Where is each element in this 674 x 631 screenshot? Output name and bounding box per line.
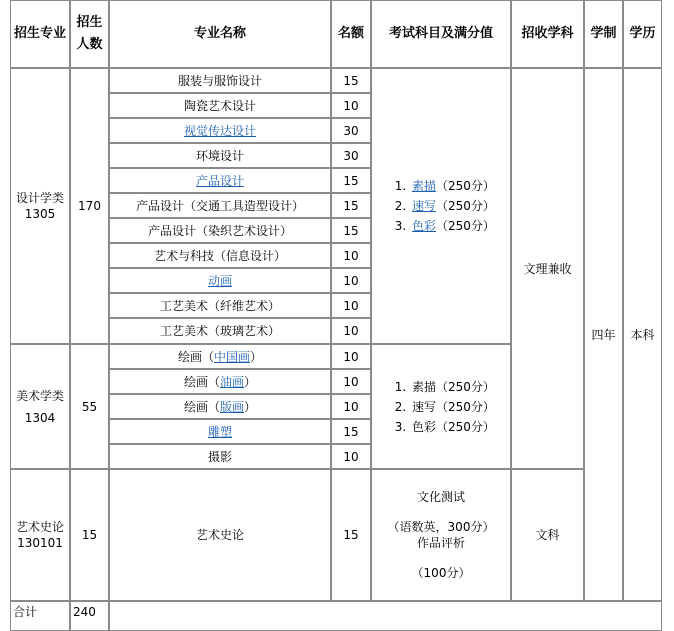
program-name: 环境设计 <box>109 143 331 168</box>
exam-subject-link[interactable]: 速写 <box>412 199 437 213</box>
header-quota-line2: 人数 <box>76 37 103 52</box>
program-count: 10 <box>331 394 371 419</box>
header-quota <box>70 0 109 68</box>
program-count: 10 <box>331 93 371 118</box>
program-link-animation[interactable]: 动画 <box>207 273 232 288</box>
program-suffix: ） <box>244 374 257 389</box>
major-fine-arts-code: 1304 <box>24 410 56 425</box>
total-label: 合计 <box>10 601 70 631</box>
exam-subject-link[interactable]: 素描 <box>412 179 437 193</box>
program-count: 30 <box>331 118 371 143</box>
total-value: 240 <box>70 601 109 631</box>
program-count: 10 <box>331 369 371 394</box>
program-name <box>109 268 331 293</box>
years-shared: 四年 <box>584 68 623 601</box>
exam-subjects-fine-arts <box>371 344 511 469</box>
exam-subject-name: 素描 <box>412 379 437 394</box>
exam-subject-score: （250分） <box>436 179 495 193</box>
program-count: 15 <box>331 218 371 243</box>
program-name <box>109 344 331 369</box>
exam-subject-score: （250分） <box>436 219 495 233</box>
discipline-shared: 文理兼收 <box>511 68 584 469</box>
program-link-chinese-painting[interactable]: 中国画 <box>213 349 250 364</box>
program-name: 摄影 <box>109 444 331 469</box>
program-name <box>109 394 331 419</box>
program-name: 艺术与科技（信息设计） <box>109 243 331 268</box>
degree-shared: 本科 <box>623 68 662 601</box>
exam-subject-name: 速写 <box>412 399 437 414</box>
program-name: 服装与服饰设计 <box>109 68 331 93</box>
program-prefix: 绘画（ <box>177 349 214 364</box>
major-fine-arts <box>10 344 70 469</box>
exam-subject-item <box>410 397 495 417</box>
exam-subject-item <box>410 216 495 236</box>
major-art-history <box>10 469 70 601</box>
exam-subject-item <box>410 377 495 397</box>
program-name: 产品设计（交通工具造型设计） <box>109 193 331 218</box>
program-name: 艺术史论 <box>109 469 331 601</box>
exam-subject-score: （250分） <box>436 379 495 394</box>
program-name <box>109 419 331 444</box>
exam-subjects-design <box>371 68 511 344</box>
exam-subject-name: 色彩 <box>412 419 437 434</box>
exam-subject-item <box>410 196 495 216</box>
exam-line: （语数英，300分） <box>387 520 495 534</box>
exam-subject-score: （250分） <box>436 399 495 414</box>
exam-subject-item <box>410 176 495 196</box>
header-exam: 考试科目及满分值 <box>371 0 511 68</box>
program-name: 工艺美术（玻璃艺术） <box>109 318 331 344</box>
header-name: 专业名称 <box>109 0 331 68</box>
exam-art-history <box>371 469 511 601</box>
program-name: 产品设计（染织艺术设计） <box>109 218 331 243</box>
major-art-history-name: 艺术史论 <box>15 520 64 534</box>
exam-line: 文化测试 <box>416 490 465 504</box>
program-count: 15 <box>331 68 371 93</box>
discipline-art-history: 文科 <box>511 469 584 601</box>
major-design <box>10 68 70 344</box>
program-count: 30 <box>331 143 371 168</box>
program-link-product-design[interactable]: 产品设计 <box>195 173 244 188</box>
exam-subject-item <box>410 417 495 437</box>
program-count: 15 <box>331 168 371 193</box>
major-design-name: 设计学类 <box>15 191 64 205</box>
program-link-oil-painting[interactable]: 油画 <box>219 374 244 389</box>
program-link-visual-communication[interactable]: 视觉传达设计 <box>183 123 256 138</box>
program-count: 15 <box>331 469 371 601</box>
program-suffix: ） <box>250 349 263 364</box>
program-count: 10 <box>331 318 371 344</box>
program-link-sculpture[interactable]: 雕塑 <box>207 424 232 439</box>
program-suffix: ） <box>244 399 257 414</box>
program-count: 10 <box>331 344 371 369</box>
quota-art-history: 15 <box>70 469 109 601</box>
program-count: 10 <box>331 268 371 293</box>
exam-subject-score: （250分） <box>436 419 495 434</box>
program-count: 10 <box>331 444 371 469</box>
program-count: 10 <box>331 293 371 318</box>
exam-subject-score: （250分） <box>436 199 495 213</box>
program-link-printmaking[interactable]: 版画 <box>219 399 244 414</box>
quota-fine-arts: 55 <box>70 344 109 469</box>
program-name <box>109 118 331 143</box>
program-count: 15 <box>331 193 371 218</box>
header-years: 学制 <box>584 0 623 68</box>
program-prefix: 绘画（ <box>183 399 220 414</box>
header-major: 招生专业 <box>10 0 70 68</box>
exam-subject-link[interactable]: 色彩 <box>412 219 437 233</box>
program-count: 15 <box>331 419 371 444</box>
total-empty <box>109 601 662 631</box>
header-count: 名额 <box>331 0 371 68</box>
header-degree: 学历 <box>623 0 662 68</box>
major-fine-arts-name: 美术学类 <box>15 388 64 403</box>
major-art-history-code: 130101 <box>17 536 63 550</box>
program-count: 10 <box>331 243 371 268</box>
exam-line: 作品评析 <box>416 536 465 550</box>
program-name <box>109 168 331 193</box>
program-name <box>109 369 331 394</box>
program-prefix: 绘画（ <box>183 374 220 389</box>
program-name: 陶瓷艺术设计 <box>109 93 331 118</box>
major-design-code: 1305 <box>24 207 56 221</box>
program-name: 工艺美术（纤维艺术） <box>109 293 331 318</box>
exam-line: （100分） <box>411 566 471 580</box>
header-quota-line1: 招生 <box>76 15 103 30</box>
header-discipline: 招收学科 <box>511 0 584 68</box>
quota-design: 170 <box>70 68 109 344</box>
